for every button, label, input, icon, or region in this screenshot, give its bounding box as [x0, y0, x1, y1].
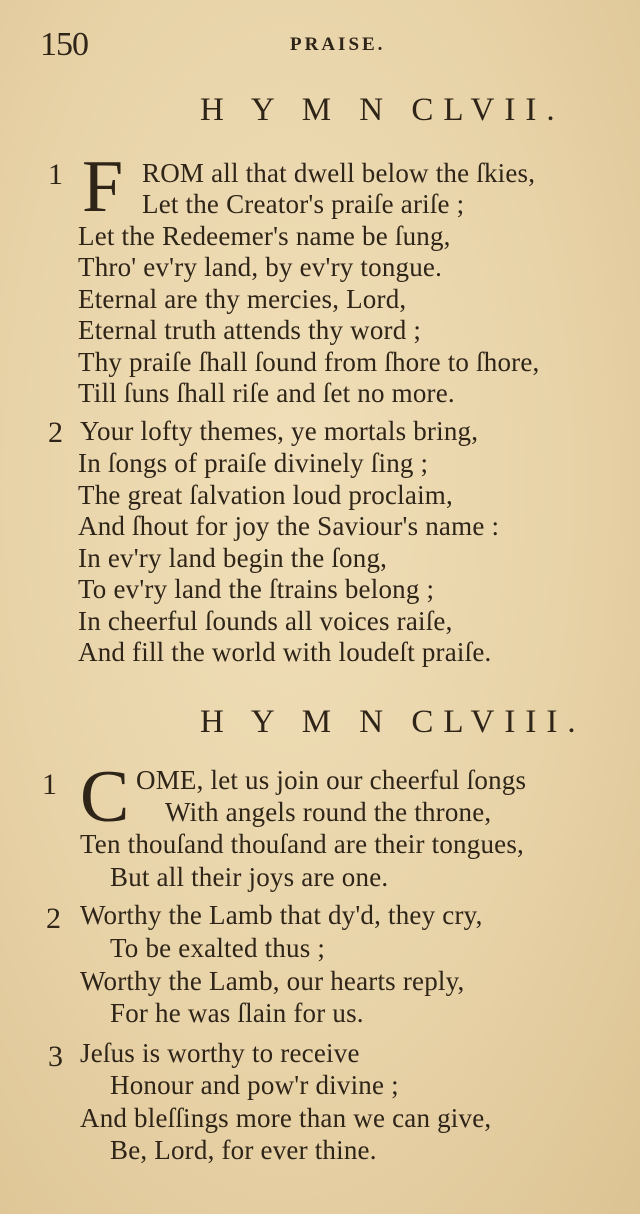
verse-line: And bleſſings more than we can give, [80, 1103, 492, 1133]
verse-line: In ſongs of praiſe divinely ſing ; [78, 448, 429, 478]
verse-line: Ten thouſand thouſand are their tongues, [80, 829, 524, 859]
verse-line: Thro' ev'ry land, by ev'ry tongue. [78, 252, 443, 282]
drop-cap: C [80, 756, 130, 838]
verse-line: Jeſus is worthy to receive [80, 1038, 360, 1068]
verse-line: For he was ſlain for us. [110, 998, 364, 1028]
verse-line: ROM all that dwell below the ſkies, [142, 158, 536, 188]
verse-line: With angels round the throne, [165, 797, 492, 827]
running-head [40, 26, 600, 66]
verse-line: Thy praiſe ſhall ſound from ſhore to ſhore, [78, 347, 540, 377]
page-number: 150 [40, 26, 88, 63]
verse-line: Be, Lord, for ever thine. [110, 1135, 377, 1165]
verse-line: The great ſalvation loud proclaim, [78, 480, 453, 510]
verse-line: To ev'ry land the ſtrains belong ; [78, 574, 435, 604]
stanza-number: 1 [48, 158, 63, 191]
running-title: PRAISE. [290, 34, 386, 55]
verse-line: OME, let us join our cheerful ſongs [136, 765, 527, 795]
verse-line: Eternal truth attends thy word ; [78, 315, 422, 345]
stanza-number: 2 [48, 416, 63, 449]
hymn-157-title: H Y M N CLVII. [200, 92, 565, 128]
verse-line: Your lofty themes, ye mortals bring, [80, 416, 479, 446]
verse-line: Eternal are thy mercies, Lord, [78, 284, 407, 314]
verse-line: But all their joys are one. [110, 862, 389, 892]
verse-line: In ev'ry land begin the ſong, [78, 543, 388, 573]
verse-line: In cheerful ſounds all voices raiſe, [78, 606, 453, 636]
stanza-number: 1 [42, 768, 57, 801]
verse-line: Honour and pow'r divine ; [110, 1070, 399, 1100]
verse-line: Worthy the Lamb that dy'd, they cry, [80, 900, 483, 930]
verse-line: To be exalted thus ; [110, 933, 326, 963]
drop-cap: F [82, 146, 124, 228]
verse-line: Worthy the Lamb, our hearts reply, [80, 966, 465, 996]
hymn-158-title: H Y M N CLVIII. [200, 704, 586, 740]
stanza-number: 3 [48, 1040, 63, 1073]
stanza-number: 2 [46, 902, 61, 935]
verse-line: Till ſuns ſhall riſe and ſet no more. [78, 378, 455, 408]
verse-line: Let the Redeemer's name be ſung, [78, 221, 451, 251]
verse-line: And fill the world with loudeſt praiſe. [78, 637, 492, 667]
verse-line: Let the Creator's praiſe ariſe ; [142, 189, 465, 219]
verse-line: And ſhout for joy the Saviour's name : [78, 511, 500, 541]
